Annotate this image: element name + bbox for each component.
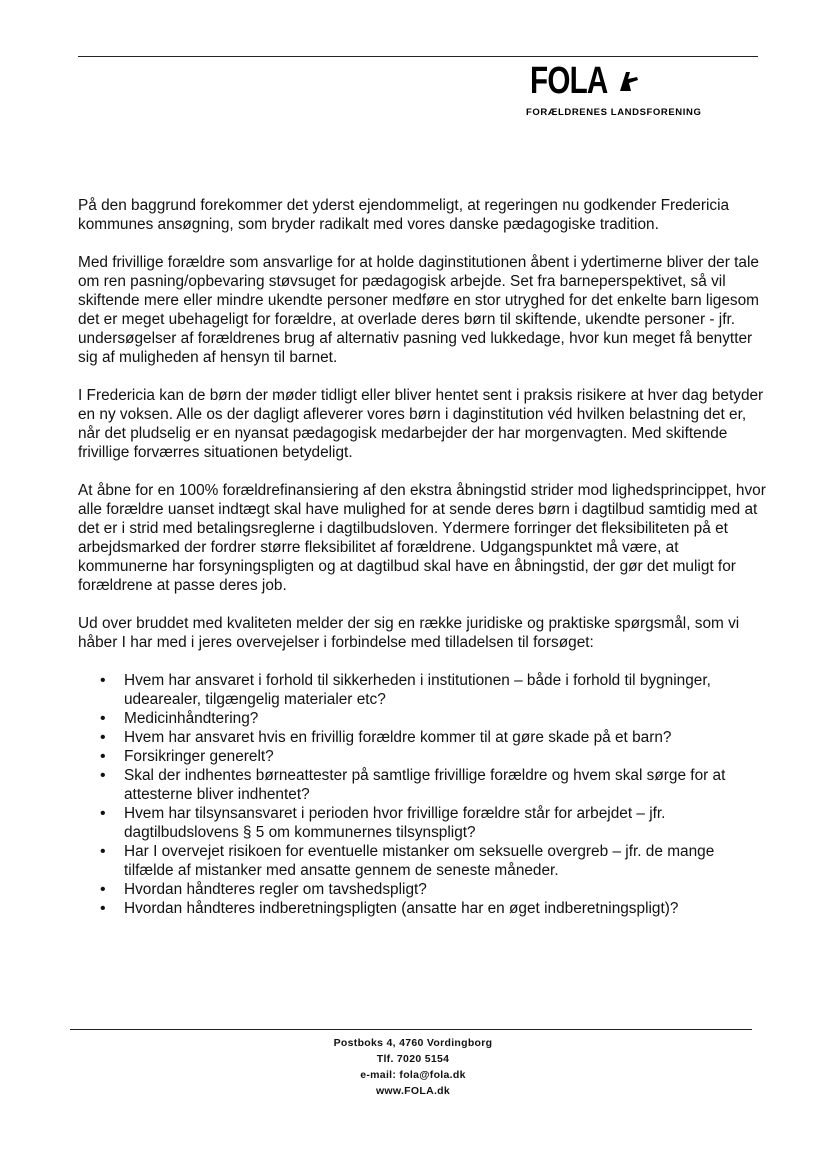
list-item: • Hvem har ansvaret hvis en frivillig forældre kommer til at gøre skade på et barn? [78, 728, 768, 747]
footer-rule [70, 1029, 752, 1030]
footer-address: Postboks 4, 4760 Vordingborg [333, 1037, 493, 1049]
organization-name: FORÆLDRENES LANDSFORENING [526, 107, 702, 118]
footer-website: www.FOLA.dk [375, 1085, 451, 1097]
paragraph: At åbne for en 100% forældrefinansiering af den ekstra åbningstid strider mod lighedsprincippet, hvor alle forældre uanset indtægt skal have mulighed for at sende deres børn i dagtilbud samtidig med at det er i strid med betalingsreglerne i dagtilbudsloven. Ydermere forringer det fleksibiliteten på et arbejdsmarked der fordrer større fleksibilitet af forældrene. Udgangspunktet må være, at kommunerne har forsyningspligten og at dagtilbud skal have en åbningstid, der gør det muligt for forældrene at passe deres job. [78, 482, 766, 594]
footer-phone: Tlf. 7020 5154 [376, 1053, 450, 1065]
paragraph: På den baggrund forekommer det yderst ejendommeligt, at regeringen nu godkender Fredericia kommunes ansøgning, som bryder radikalt med vores danske pædagogiske tradition. [78, 197, 730, 233]
paragraph: Med frivillige forældre som ansvarlige for at holde daginstitutionen åbent i ydertimerne bliver der tale om ren pasning/opbevaring støvsuget for pædagogisk arbejde. Set fra barneperspektivet, så vil skiftende mere eller mindre ukendte personer medføre en stor utryghed for det enkelte barn ligesom det er meget ubehageligt for forældre, at overlade deres børn til skiftende, ukendte personer - jfr. undersøgelser af forældrenes brug af alternativ pasning ved lukkedage, hvor kun meget få benytter sig af muligheden af hensyn til barnet. [78, 254, 759, 366]
paragraph: I Fredericia kan de børn der møder tidligt eller bliver hentet sent i praksis risikere at hver dag betyder en ny voksen. Alle os der dagligt afleverer vores børn i daginstitution véd hvilken belastning det er, når det pludselig er en nyansat pædagogisk medarbejder der har morgenvagten. Med skiftende frivillige forværres situationen betydeligt. [78, 387, 764, 461]
header-rule [78, 56, 758, 57]
list-item: • Hvem har tilsynsansvaret i perioden hvor frivillige forældre står for arbejdet – jfr. dagtilbudslovens § 5 om kommunernes tilsynspligt? [78, 804, 768, 842]
list-item: • Forsikringer generelt? [78, 747, 768, 766]
logo-wordmark: FOLA [530, 60, 608, 102]
list-item: • Har I overvejet risikoen for eventuelle mistanker om seksuelle overgreb – jfr. de mange tilfælde af mistanker med ansatte gennem de seneste måneder. [78, 842, 768, 880]
logo-figure-icon [618, 68, 640, 92]
fola-logo [526, 60, 740, 130]
list-item: • Hvem har ansvaret i forhold til sikkerheden i institutionen – både i forhold til bygninger, udearealer, tilgængelig materialer etc? [78, 671, 768, 709]
footer-email: e-mail: fola@fola.dk [360, 1069, 466, 1081]
list-item: • Hvordan håndteres indberetningspligten (ansatte har en øget indberetningspligt)? [78, 899, 768, 918]
list-item: • Medicinhåndtering? [78, 709, 768, 728]
footer-contact [300, 1035, 526, 1099]
questions-list [78, 671, 768, 918]
list-item: • Hvordan håndteres regler om tavshedspligt? [78, 880, 768, 899]
questions-intro: Ud over bruddet med kvaliteten melder der sig en række juridiske og praktiske spørgsmål, som vi håber I har med i jeres overvejelser i forbindelse med tilladelsen til forsøget: [78, 615, 740, 651]
letter-body [78, 196, 768, 918]
list-item: • Skal der indhentes børneattester på samtlige frivillige forældre og hvem skal sørge for at attesterne bliver indhentet? [78, 766, 768, 804]
